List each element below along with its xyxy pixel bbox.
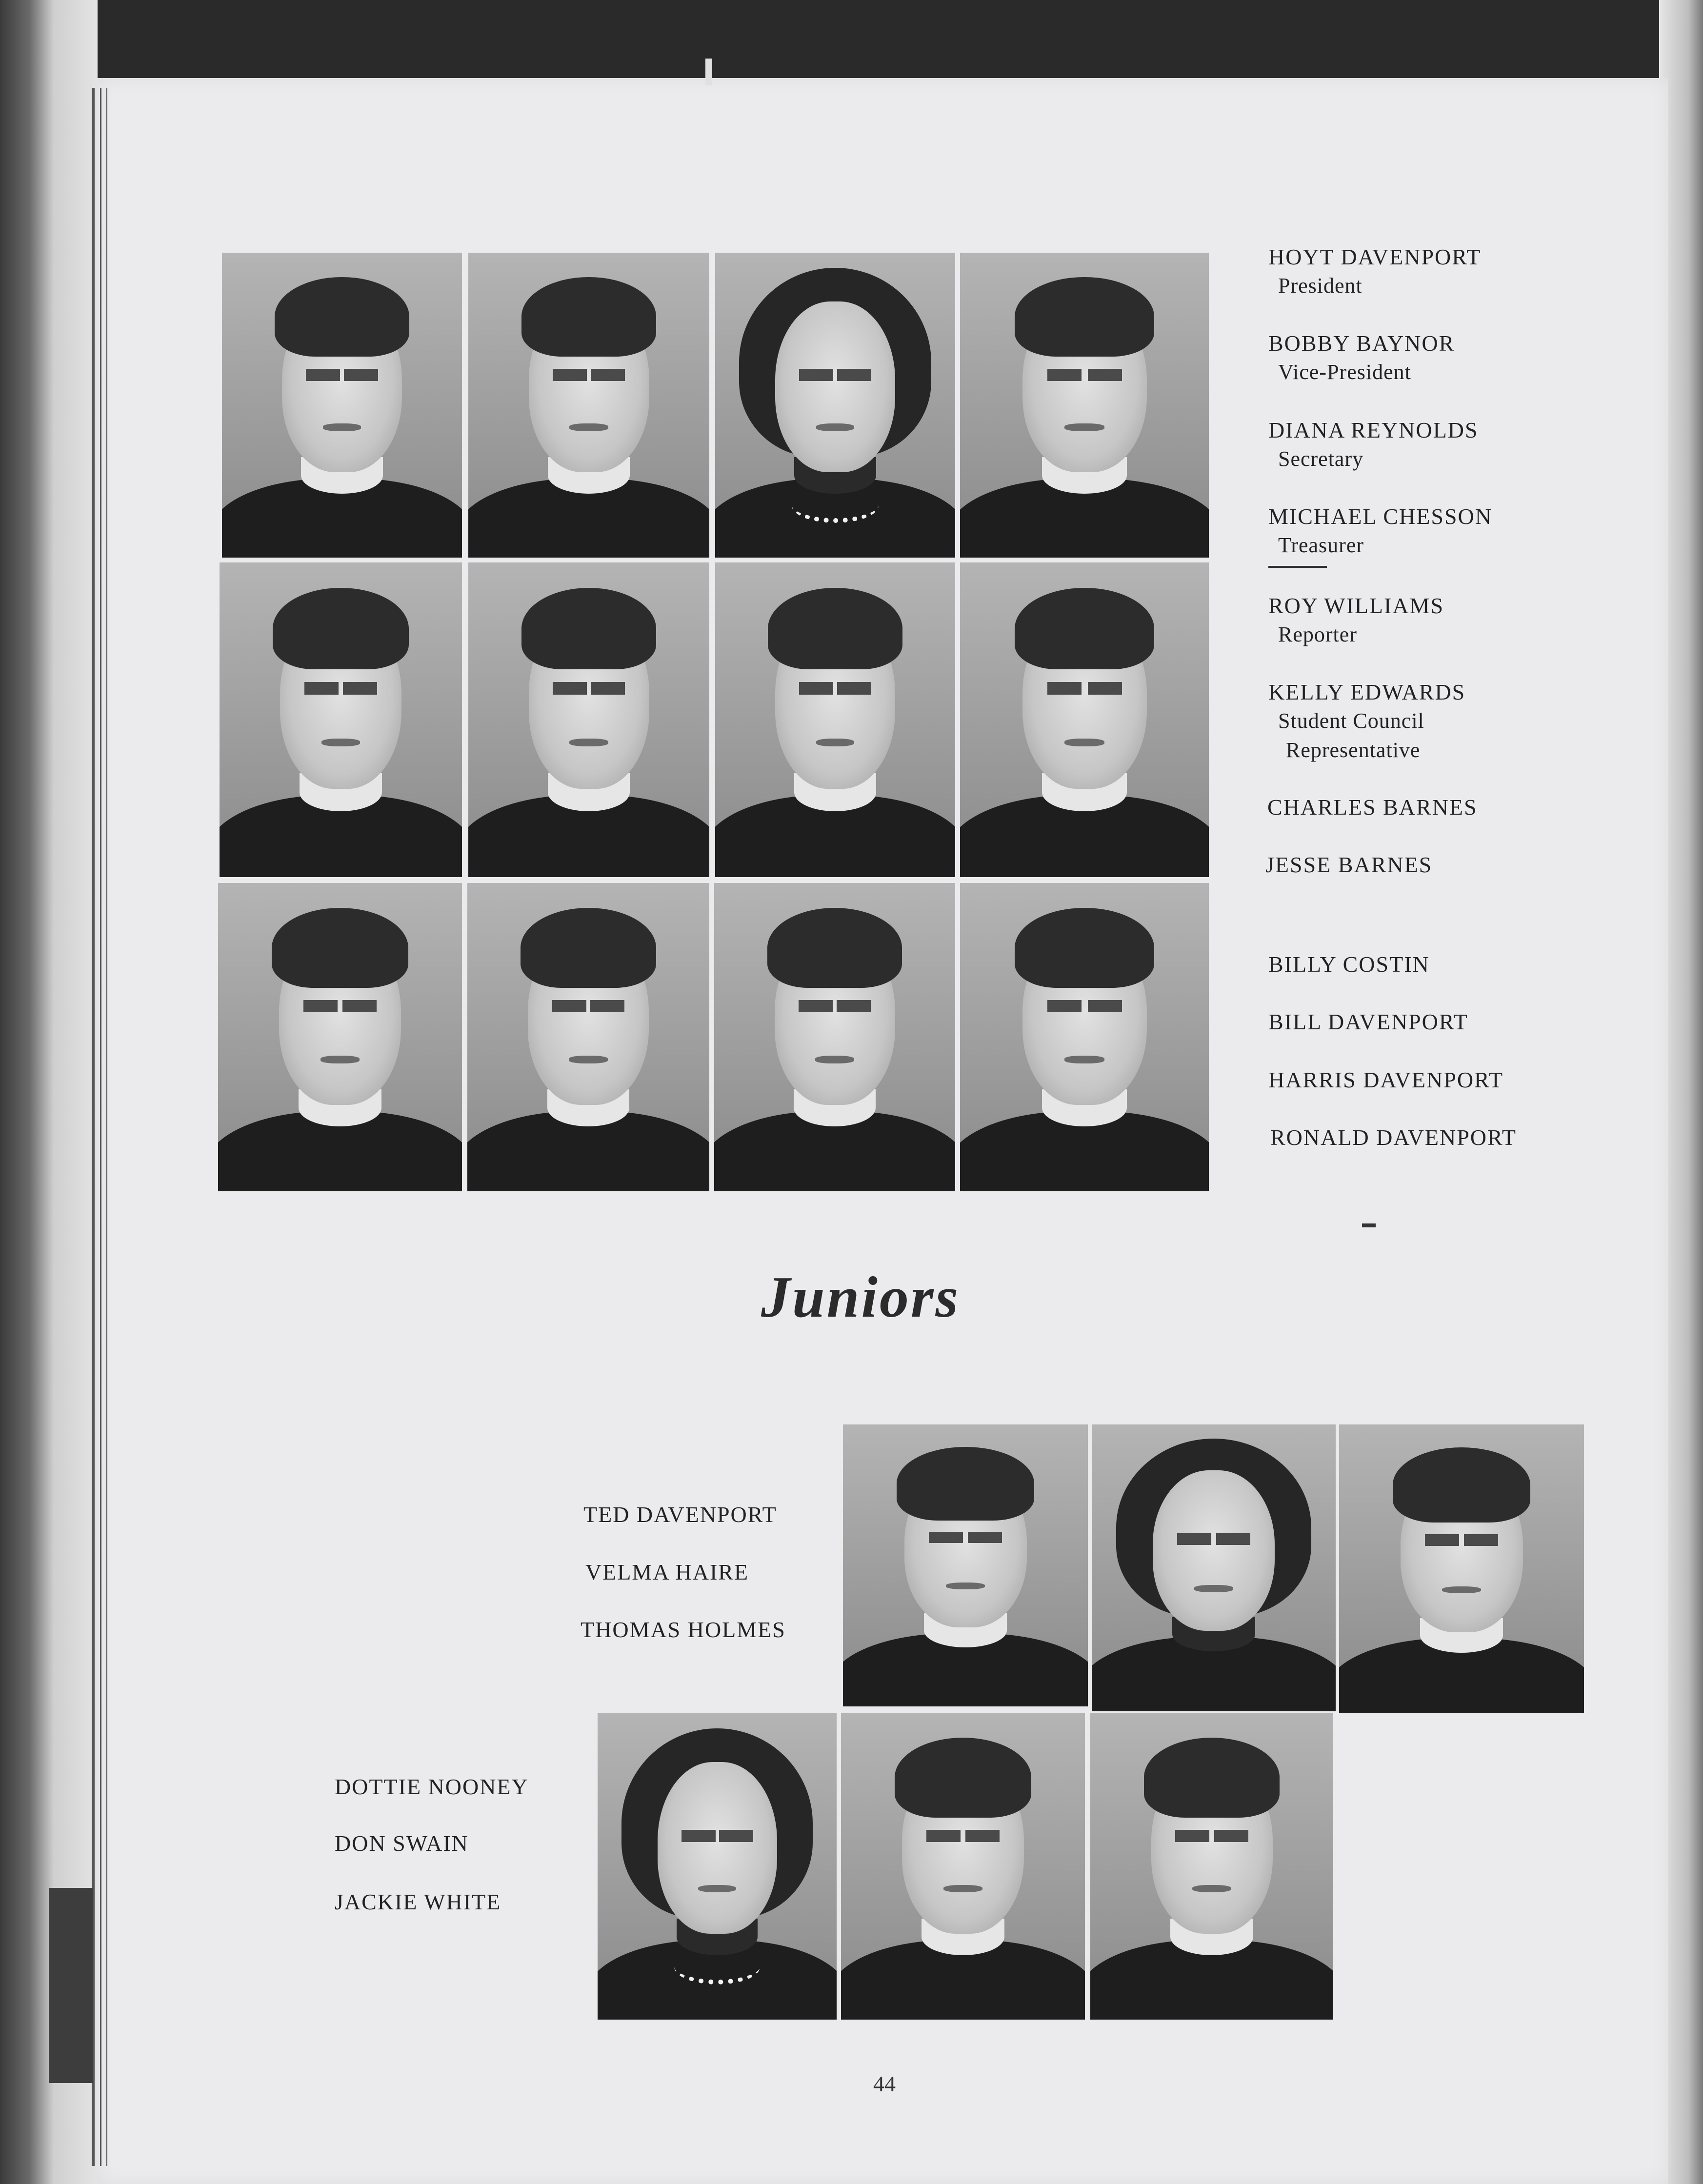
section-title: Juniors bbox=[761, 1264, 961, 1329]
officer-name: BOBBY BAYNOR bbox=[1268, 331, 1455, 356]
officer-role: Reporter bbox=[1278, 622, 1357, 646]
member-name: DOTTIE NOONEY bbox=[335, 1774, 529, 1799]
scan-top-border bbox=[0, 0, 1703, 85]
binding-line bbox=[92, 88, 95, 2166]
member-name: JESSE BARNES bbox=[1265, 852, 1433, 877]
member-name: BILLY COSTIN bbox=[1268, 952, 1430, 977]
portrait-photo bbox=[220, 562, 462, 877]
portrait-photo bbox=[468, 562, 709, 877]
portrait-photo bbox=[1339, 1424, 1584, 1713]
scan-mark bbox=[1362, 1223, 1376, 1227]
portrait-photo bbox=[841, 1713, 1085, 2020]
officer-role: Vice-President bbox=[1278, 360, 1411, 384]
portrait-photo bbox=[468, 253, 709, 558]
officer-role: President bbox=[1278, 274, 1362, 298]
officer-name: KELLY EDWARDS bbox=[1268, 680, 1466, 704]
portrait-photo bbox=[222, 253, 462, 558]
officer-role: Student Council bbox=[1278, 709, 1424, 733]
officer-name: MICHAEL CHESSON bbox=[1268, 504, 1492, 529]
portrait-photo bbox=[467, 883, 709, 1191]
portrait-photo bbox=[715, 253, 955, 558]
scan-mark bbox=[1268, 566, 1327, 568]
officer-name: DIANA REYNOLDS bbox=[1268, 418, 1479, 442]
officer-role: Representative bbox=[1286, 738, 1421, 762]
portrait-photo bbox=[714, 883, 955, 1191]
scan-mark bbox=[705, 59, 712, 85]
officer-role: Treasurer bbox=[1278, 533, 1364, 557]
member-name: RONALD DAVENPORT bbox=[1270, 1125, 1517, 1150]
binding-line bbox=[100, 88, 101, 2166]
portrait-photo bbox=[218, 883, 462, 1191]
portrait-photo bbox=[960, 253, 1209, 558]
portrait-photo bbox=[843, 1424, 1088, 1706]
scan-mark bbox=[49, 1888, 93, 2083]
member-name: VELMA HAIRE bbox=[585, 1560, 749, 1584]
portrait-photo bbox=[960, 883, 1209, 1191]
member-name: DON SWAIN bbox=[335, 1831, 469, 1856]
portrait-photo bbox=[715, 562, 955, 877]
member-name: JACKIE WHITE bbox=[335, 1889, 501, 1914]
member-name: THOMAS HOLMES bbox=[581, 1617, 786, 1642]
binding-line bbox=[106, 88, 107, 2166]
member-name: CHARLES BARNES bbox=[1267, 795, 1478, 820]
member-name: TED DAVENPORT bbox=[583, 1502, 777, 1527]
member-name: HARRIS DAVENPORT bbox=[1268, 1067, 1504, 1092]
portrait-photo bbox=[598, 1713, 837, 2020]
member-name: BILL DAVENPORT bbox=[1268, 1009, 1468, 1034]
officer-name: HOYT DAVENPORT bbox=[1268, 244, 1482, 269]
portrait-photo bbox=[1092, 1424, 1336, 1711]
page-number: 44 bbox=[873, 2071, 896, 2096]
officer-name: ROY WILLIAMS bbox=[1268, 593, 1444, 618]
portrait-photo bbox=[960, 562, 1209, 877]
officer-role: Secretary bbox=[1278, 447, 1364, 471]
scan-left-border bbox=[0, 0, 98, 2184]
portrait-photo bbox=[1090, 1713, 1333, 2020]
